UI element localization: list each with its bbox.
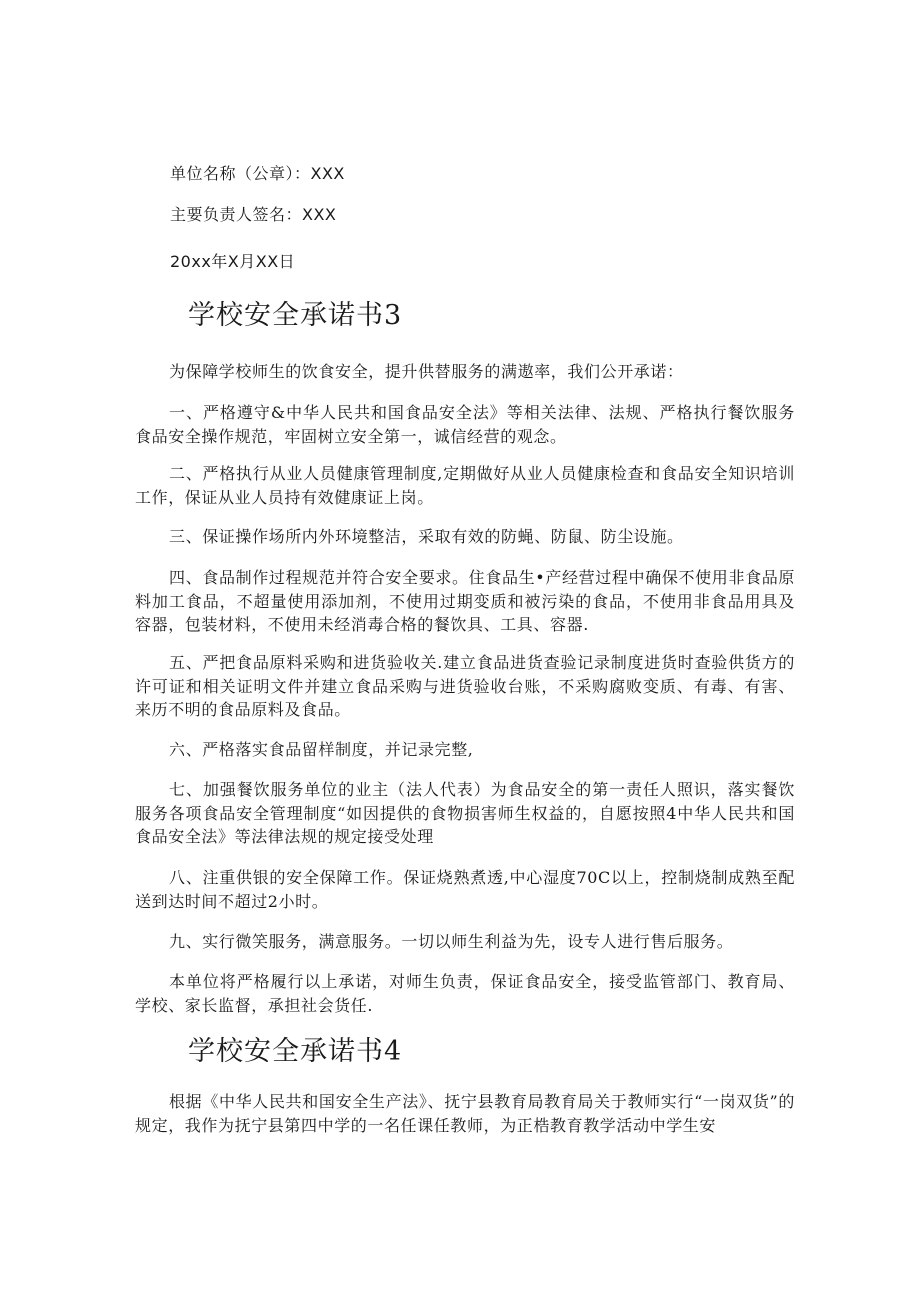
section-3-item-4: 四、食品制作过程规范并符合安全要求。住食品生•产经营过程中确保不使用非食品原料加工食品，不超量使用添加剂，不使用过期变质和被污染的食品，不使用非食品用具及容器，包装材料，不使用未经消毒合格的餐饮具、工具、容器.	[135, 568, 795, 634]
section-3-closing: 本单位将严格履行以上承诺，对师生负责，保证食品安全，接受监管部门、教育局、学校、家长监督，承担社会货任.	[135, 972, 795, 1015]
section-3-title: 学校安全承诺书3	[188, 300, 403, 331]
section-3-item-7: 七、加强餐饮服务单位的业主（法人代表）为食品安全的第一责任人照识，落实餐饮服务各项食品安全管理制度“如因提供的食物损害师生权益的，自愿按照4中华人民共和国食品安全法》等法律法规的规定接受处理	[135, 780, 795, 846]
section-4-title: 学校安全承诺书4	[188, 1036, 403, 1067]
unit-name-line: 单位名称（公章）：XXX	[170, 164, 345, 183]
date-line: 20xx年X月XX日	[170, 252, 296, 271]
section-3-item-9: 九、实行微笑服务，满意服务。一切以师生利益为先，设专人进行售后服务。	[169, 932, 734, 951]
section-3-item-6: 六、严格落实食品留样制度，并记录完整,	[169, 740, 474, 759]
section-3-item-8: 八、注重供银的安全保障工作。保证烧熟煮透,中心湿度70C以上，控制烧制成熟至配送到达时间不超过2小时。	[135, 868, 795, 911]
section-4-intro: 根据《中华人民共和国安全生产法》、抚宁县教育局教育局关于教师实行“一岗双货”的规定，我作为抚宁县第四中学的一名任课任教师，为正梏教育教学活动中学生安	[135, 1092, 795, 1135]
section-3-intro: 为保障学校师生的饮食安全，提升供替服务的满遨率，我们公开承诺：	[169, 362, 684, 381]
section-3-item-3: 三、保证操作场所内外环境整洁，采取有效的防蝇、防鼠、防尘设施。	[169, 527, 684, 546]
leader-signature-line: 主要负责人签名：XXX	[170, 205, 337, 224]
section-3-item-2: 二、严格执行从业人员健康管理制度,定期做好从业人员健康检查和食品安全知识培训工作，保证从业人员持有效健康证上岗。	[135, 464, 795, 507]
section-3-item-1: 一、严格遵守&中华人民共和国食品安全法》等相关法律、法规、严格执行餐饮服务食品安全操作规范，牢固树立安全第一，诚信经营的观念。	[135, 403, 795, 446]
section-3-item-5: 五、严把食品原料采购和进货验收关.建立食品进货查验记录制度进货时查验供货方的许可证和相关证明文件并建立食品采购与进货验收台账，不采购腐败变质、有毒、有害、来历不明的食品原料及食品。	[135, 653, 795, 719]
